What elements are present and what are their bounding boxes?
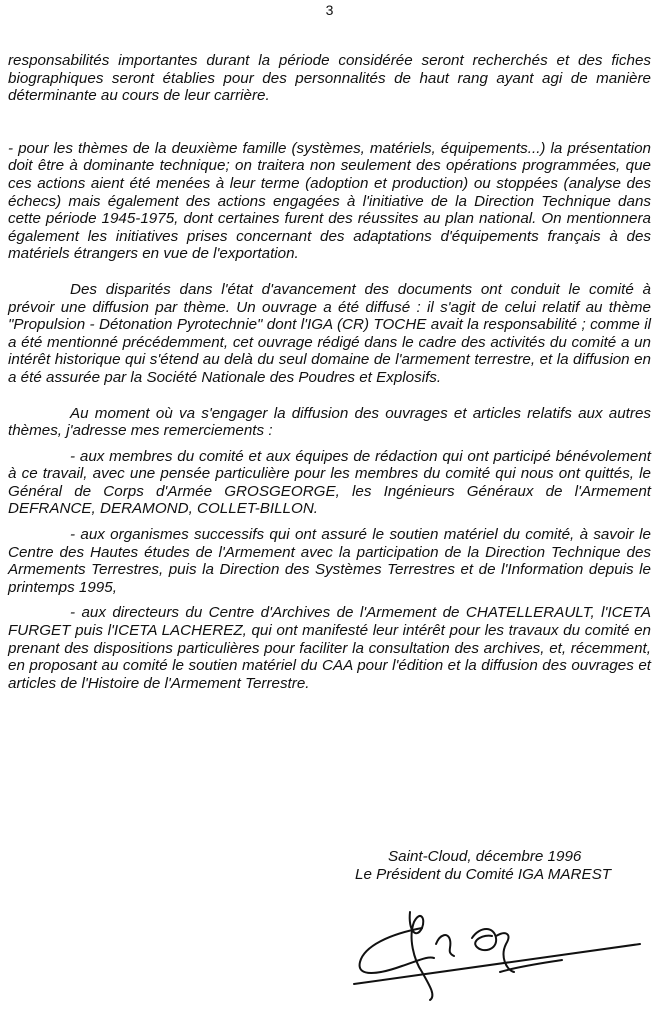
- paragraph-thanks-committee: - aux membres du comité et aux équipes de rédaction qui ont participé bénévolement à ce travail, avec une pensée particulière pour les membres du comité qui nous ont quittés, le Général de Corps d'Armée GROSGEORGE, les Ingénieurs Généraux de l'Armement DEFRANCE, DERAMOND, COLLET-BILLON.: [8, 447, 651, 518]
- paragraph-diffusion: Des disparités dans l'état d'avancement des documents ont conduit le comité à prévoir une diffusion par thème. Un ouvrage a été diffusé : il s'agit de celui relatif au thème "Propulsion - Détonation Pyrotechnie" dont l'IGA (CR) TOCHE avait la responsabilité ; comme il a été mentionné précédemment, cet ouvrage rédigé dans le cadre des activités du comité a un intérêt historique qui s'étend au delà du seul domaine de l'armement terrestre, et la diffusion en a été assurée par la Société Nationale des Poudres et Explosifs.: [8, 280, 651, 386]
- signatory: Le Président du Comité IGA MAREST: [355, 866, 612, 883]
- paragraph-continuation: responsabilités importantes durant la période considérée seront recherchés et des fiches biographiques seront établies pour des personnalités de haut rang ayant agi de manière déterminante au cours de leur carrière.: [8, 52, 651, 105]
- closing-block: [355, 848, 655, 884]
- paragraph-thanks-organisations: - aux organismes successifs qui ont assuré le soutien matériel du comité, à savoir le Centre des Hautes études de l'Armement avec la participation de la Direction Technique des Armements Terrestres, puis la Direction des Systèmes Terrestres et de l'Information depuis le printemps 1995,: [8, 526, 651, 596]
- page-number: 3: [325, 2, 334, 18]
- paragraph-second-family-themes: - pour les thèmes de la deuxième famille (systèmes, matériels, équipements...) la présentation doit être à dominante technique; on traitera non seulement des opérations programmées, que ces actions aient été menées à leur terme (adoption et production) ou stoppées (analyse des échecs) mais également des actions engagées à l'initiative de la Direction Technique dans cette période 1945-1975, dont certaines furent des réussites au plan national. On mentionnera également les initiatives prises concernant des adaptations d'équipements français à des matériels étrangers en vue de l'exportation.: [8, 139, 651, 263]
- handwritten-signature-icon: [350, 900, 650, 1010]
- paragraph-acknowledgements-intro: Au moment où va s'engager la diffusion des ouvrages et articles relatifs aux autres thèmes, j'adresse mes remerciements :: [8, 404, 651, 440]
- document-body: [8, 52, 651, 692]
- place-date: Saint-Cloud, décembre 1996: [388, 848, 582, 865]
- paragraph-thanks-archives: - aux directeurs du Centre d'Archives de l'Armement de CHATELLERAULT, l'ICETA FURGET puis l'ICETA LACHEREZ, qui ont manifesté leur intérêt pour les travaux du comité en prenant des dispositions particulières pour faciliter la consultation des archives, et, récemment, en proposant au comité le soutien matériel du CAA pour l'édition et la diffusion des ouvrages et articles de l'Histoire de l'Armement Terrestre.: [8, 604, 651, 692]
